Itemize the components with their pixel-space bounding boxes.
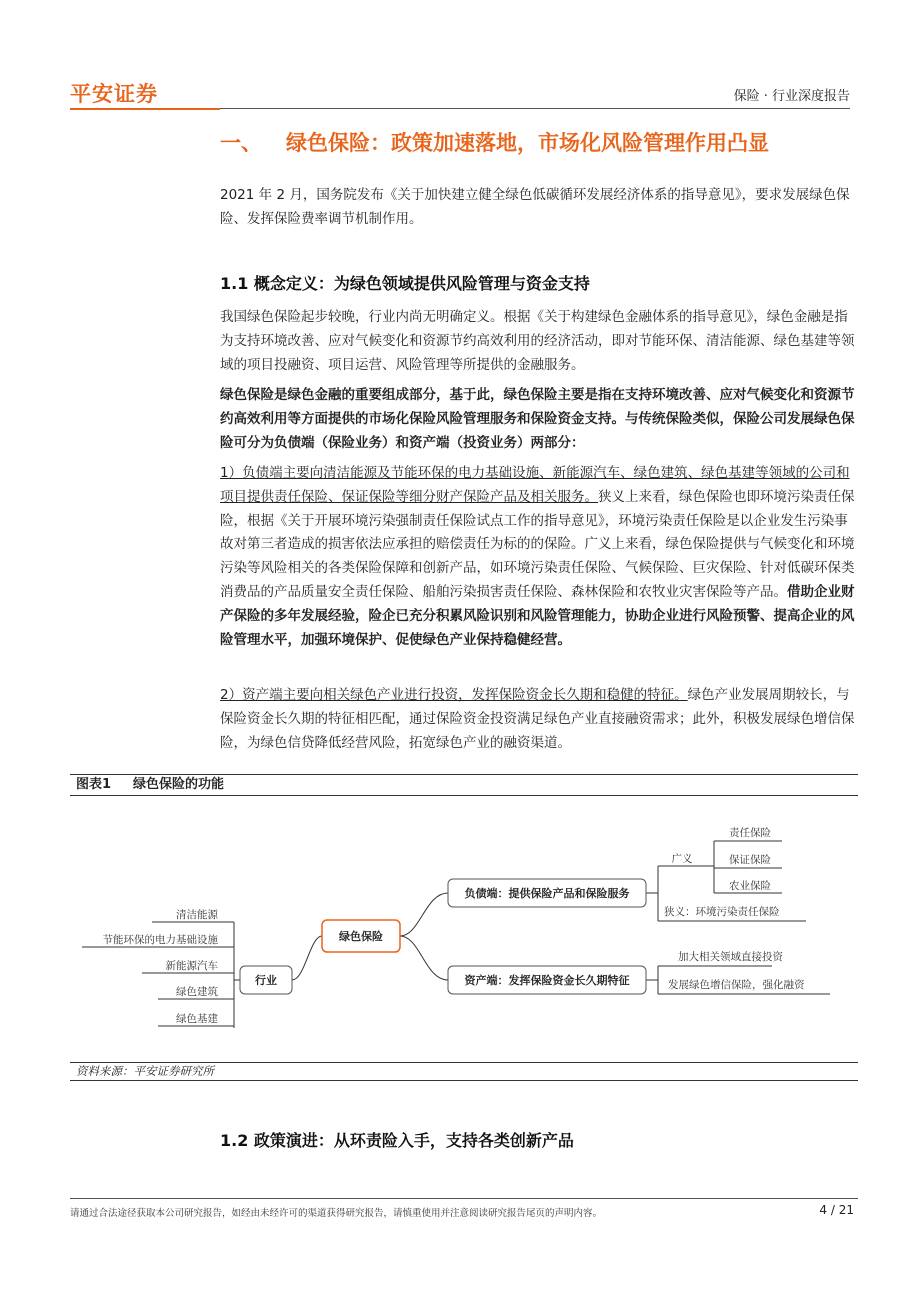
mind-map-figure [70, 796, 858, 1062]
figure-header [70, 774, 858, 796]
asset-underlined-text: 2）资产端主要向相关绿色产业进行投资，发挥保险资金长久期和稳健的特征。 [220, 687, 688, 703]
liability-underlined-text: 1）负债端主要向清洁能源及节能环保的电力基础设施、新能源汽车、绿色建筑、绿色基建等领域的公司和项目提供责任保险、保证保险等细分财产保险产品及相关服务。 [220, 465, 850, 505]
asset-item-label: 发展绿色增信保险，强化融资 [668, 979, 805, 991]
industry-item-label: 绿色建筑 [176, 986, 218, 998]
liability-paragraph [220, 462, 856, 652]
asset-item-label: 加大相关领域直接投资 [678, 951, 783, 963]
broad-item-label: 责任保险 [729, 827, 771, 839]
center-node-label: 绿色保险 [339, 930, 383, 943]
section-title [220, 127, 769, 157]
subsection-title-1-2: 1.2 政策演进：从环责险入手，支持各类创新产品 [220, 1131, 574, 1150]
broad-item-label: 保证保险 [729, 854, 771, 866]
industry-item-label: 清洁能源 [176, 909, 218, 921]
footer-divider [70, 1198, 858, 1199]
industry-item-label: 绿色基建 [176, 1013, 218, 1025]
header-accent-divider [70, 108, 220, 110]
asset-plain-text: 绿色产业发展周期较长，与保险资金长久期的特征相匹配，通过保险资金投资满足绿色产业直接融资需求；此外，积极发展绿色增信保险，为绿色信贷降低经营风险，拓宽绿色产业的融资渠道。 [220, 687, 855, 751]
liability-plain-text: 狭义上来看，绿色保险也即环境污染责任保险，根据《关于开展环境污染强制责任保险试点工作的指导意见》，环境污染责任保险是以企业发生污染事故对第三者造成的损害依法应承担的赔偿责任为标的的保险。广义上来看，绿色保险提供与气候变化和环境污染等风险相关的各类保险保障和创新产品，如环境污染责任保险、气候保险、巨灾保险、针对低碳环保类消费品的产品质量安全责任保险、船舶污染损害责任保险、森林保险和农牧业灾害保险等产品。 [220, 488, 855, 600]
narrow-label: 狭义：环境污染责任保险 [664, 906, 780, 918]
connector-center-industry [292, 936, 322, 980]
page-number: 4 / 21 [819, 1203, 854, 1217]
section-number: 一、 [220, 131, 262, 155]
green-insurance-paragraph: 绿色保险是绿色金融的重要组成部分，基于此，绿色保险主要是指在支持环境改善、应对气候变化和资源节约高效利用等方面提供的市场化保险风险管理服务和保险资金支持。与传统保险类似，保险公司发展绿色保险可分为负债端（保险业务）和资产端（投资业务）两部分： [220, 387, 855, 451]
industry-item-label: 节能环保的电力基础设施 [102, 934, 218, 946]
report-type: 保险 · 行业深度报告 [733, 89, 850, 104]
industry-node-label: 行业 [255, 974, 277, 987]
liability-bold-text: 借助企业财产保险的多年发展经验，险企已充分积累风险识别和风险管理能力，协助企业进行风险预警、提高企业的风险管理水平，加强环境保护、促使绿色产业保持稳健经营。 [220, 583, 855, 648]
connector-center-liability [400, 893, 448, 936]
figure-label: 图表1 [76, 777, 112, 792]
asset-node-label: 资产端：发挥保险资金长久期特征 [464, 974, 630, 987]
company-logo: 平安证券 [70, 82, 158, 106]
broad-label: 广义 [671, 853, 693, 865]
section-title-text: 绿色保险：政策加速落地，市场化风险管理作用凸显 [286, 131, 769, 155]
broad-item-label: 农业保险 [729, 880, 771, 892]
industry-item-label: 新能源汽车 [165, 960, 218, 972]
intro-paragraph: 2021 年 2 月，国务院发布《关于加快建立健全绿色低碳循环发展经济体系的指导意见》，要求发展绿色保险、发挥保险费率调节机制作用。 [220, 187, 850, 227]
asset-paragraph [220, 684, 856, 755]
footer-disclaimer: 请通过合法途径获取本公司研究报告，如经由未经许可的渠道获得研究报告，请慎重使用并注意阅读研究报告尾页的声明内容。 [70, 1208, 603, 1219]
liability-node-label: 负债端：提供保险产品和保险服务 [464, 887, 630, 900]
subsection-title-1-1: 1.1 概念定义：为绿色领域提供风险管理与资金支持 [220, 274, 590, 293]
figure-title: 绿色保险的功能 [133, 777, 225, 792]
connector-center-asset [400, 936, 448, 980]
concept-paragraph: 我国绿色保险起步较晚，行业内尚无明确定义。根据《关于构建绿色金融体系的指导意见》，绿色金融是指为支持环境改善、应对气候变化和资源节约高效利用的经济活动，即对节能环保、清洁能源、绿色基建等领域的项目投融资、项目运营、风险管理等所提供的金融服务。 [220, 309, 855, 373]
figure-source: 资料来源：平安证券研究所 [70, 1062, 858, 1081]
mind-map-svg [70, 796, 858, 1062]
